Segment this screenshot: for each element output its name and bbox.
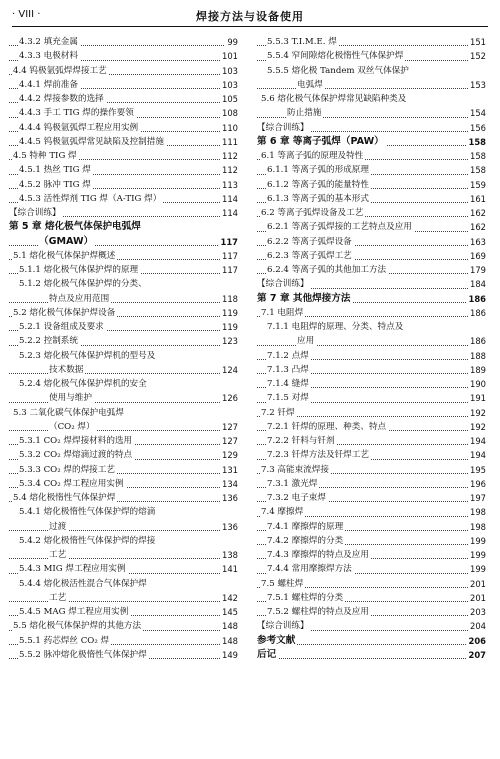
toc-entry-title: 6.2.1 等离子弧焊接的工艺特点及应用 <box>267 220 414 234</box>
toc-entry-page: 112 <box>220 163 238 177</box>
toc-entry-page: 158 <box>467 135 486 149</box>
toc-entry-title: 5.4 熔化极惰性气体保护焊 <box>13 491 117 505</box>
toc-entry-title: 6.2.2 等离子弧焊设备 <box>267 235 354 249</box>
toc-entry-title: 6.1.3 等离子弧的基本形式 <box>267 192 371 206</box>
toc-entry-page: 101 <box>220 49 238 63</box>
toc-entry-page: 190 <box>468 377 486 391</box>
toc-entry-page: 162 <box>468 206 486 220</box>
toc-entry-page: 127 <box>220 420 238 434</box>
toc-entry <box>9 78 238 92</box>
toc-entry <box>257 577 486 591</box>
toc-entry-page: 154 <box>468 106 486 120</box>
toc-entry-page: 145 <box>220 605 238 619</box>
toc-entry-page: 204 <box>468 619 486 633</box>
toc-entry <box>9 634 238 648</box>
toc-entry <box>257 106 486 120</box>
toc-left-column <box>9 35 238 662</box>
toc-entry-page: 196 <box>468 477 486 491</box>
toc-entry <box>257 49 486 63</box>
toc-entry <box>257 605 486 619</box>
toc-entry-title: 7.1.3 凸焊 <box>267 363 311 377</box>
toc-entry <box>9 334 238 348</box>
toc-entry-title: 7.4.4 常用摩擦焊方法 <box>267 562 354 576</box>
dot-leader <box>9 558 238 559</box>
toc-entry-page: 192 <box>468 406 486 420</box>
toc-entry-page: 148 <box>220 634 238 648</box>
toc-entry-page: 199 <box>468 562 486 576</box>
toc-entry-title: 后记 <box>257 648 278 662</box>
toc-entry-page: 186 <box>467 292 486 306</box>
toc-entry-page: 129 <box>220 448 238 462</box>
toc-entry-page: 206 <box>467 634 486 648</box>
toc-entry <box>257 434 486 448</box>
toc-entry-page: 108 <box>220 106 238 120</box>
toc-entry-title: 5.5 熔化极气体保护焊的其他方法 <box>13 619 143 633</box>
toc-entry-page: 117 <box>220 249 238 263</box>
toc-entry-title: 5.5.5 熔化极 Tandem 双丝气体保护 <box>267 64 411 78</box>
toc-entry-page: 158 <box>468 163 486 177</box>
toc-entry <box>257 263 486 277</box>
toc-entry-page: 110 <box>220 121 238 135</box>
toc-entry-title: 7.5.1 螺柱焊的分类 <box>267 591 345 605</box>
dot-leader <box>9 373 238 374</box>
toc-entry <box>257 277 486 291</box>
dot-leader <box>9 601 238 602</box>
toc-entry-title: 5.3.3 CO₂ 焊的焊接工艺 <box>19 463 117 477</box>
dot-leader <box>9 430 238 431</box>
toc-entry <box>9 35 238 49</box>
toc-entry-page: 113 <box>220 178 238 192</box>
toc-entry <box>9 434 238 448</box>
toc-entry-title: 6.2.4 等离子弧的其他加工方法 <box>267 263 388 277</box>
toc-entry <box>257 249 486 263</box>
toc-entry-title: 5.3.1 CO₂ 焊焊接材料的选用 <box>19 434 134 448</box>
toc-entry-title: 7.3 高能束流焊接 <box>261 463 331 477</box>
toc-entry-title: 5.6 熔化极气体保护焊常见缺陷种类及 <box>261 92 408 106</box>
toc-entry <box>9 505 238 519</box>
toc-entry-page: 142 <box>220 591 238 605</box>
toc-entry-page: 194 <box>468 434 486 448</box>
toc-entry-title: 7.1 电阻焊 <box>261 306 305 320</box>
toc-entry-title: （GMAW） <box>39 235 95 249</box>
toc-entry <box>257 463 486 477</box>
toc-entry-title: 4.4.4 钨极氩弧焊工程应用实例 <box>19 121 140 135</box>
toc-entry-page: 152 <box>468 49 486 63</box>
toc-entry-title: 7.2.2 钎料与钎剂 <box>267 434 337 448</box>
toc-entry <box>9 106 238 120</box>
toc-entry-title: 7.1.1 电阻焊的原理、分类、特点及 <box>267 320 405 334</box>
toc-entry <box>9 306 238 320</box>
toc-entry-title: 5.3.2 CO₂ 焊熔滴过渡的特点 <box>19 448 134 462</box>
toc-entry-title: 7.3.1 激光焊 <box>267 477 319 491</box>
toc-entry-title: 第 6 章 等离子弧焊（PAW） <box>257 135 386 149</box>
toc-entry-page: 207 <box>467 648 486 662</box>
dot-leader <box>9 402 238 403</box>
toc-entry-page: 201 <box>468 591 486 605</box>
running-title: 焊接方法与设备使用 <box>196 10 304 23</box>
toc-entry-title: （CO₂ 焊） <box>49 420 97 434</box>
toc-entry-title: 7.1.5 对焊 <box>267 391 311 405</box>
toc-entry-title: 7.5 螺柱焊 <box>261 577 305 591</box>
toc-entry-title: 4.4.5 钨极氩弧焊常见缺陷及控制措施 <box>19 135 166 149</box>
toc-entry-title: 5.5.4 窄间隙熔化极惰性气体保护焊 <box>267 49 405 63</box>
toc-entry <box>9 163 238 177</box>
toc-entry-title: 4.4.2 焊接参数的选择 <box>19 92 106 106</box>
toc-entry-title: 4.5.3 活性焊剂 TIG 焊（A-TIG 焊） <box>19 192 163 206</box>
toc-entry <box>9 320 238 334</box>
toc-entry <box>9 619 238 633</box>
toc-chapter-entry <box>257 292 486 306</box>
toc-entry <box>257 591 486 605</box>
toc-entry <box>257 619 486 633</box>
toc-entry-title: 7.2 钎焊 <box>261 406 297 420</box>
toc-entry <box>9 491 238 505</box>
toc-entry-title: 7.4.3 摩擦焊的特点及应用 <box>267 548 371 562</box>
toc-entry-title: 5.4.5 MAG 焊工程应用实例 <box>19 605 130 619</box>
toc-entry-title: 工艺 <box>49 591 68 605</box>
toc-entry-title: 参考文献 <box>257 634 297 648</box>
toc-entry-page: 103 <box>220 78 238 92</box>
toc-entry-page: 118 <box>220 292 238 306</box>
toc-entry-page: 179 <box>468 263 486 277</box>
toc-entry-title: 5.2.3 熔化极气体保护焊机的型号及 <box>19 349 157 363</box>
toc-entry-page: 191 <box>468 391 486 405</box>
toc-entry <box>257 206 486 220</box>
toc-entry-title: 【综合训练】 <box>9 206 63 220</box>
page-header <box>12 6 488 26</box>
toc-entry-page: 131 <box>220 463 238 477</box>
toc-entry <box>257 35 486 49</box>
toc-entry <box>257 477 486 491</box>
toc-entry-page: 112 <box>220 149 238 163</box>
toc-entry-title: 5.5.2 脉冲熔化极惰性气体保护焊 <box>19 648 149 662</box>
toc-entry <box>257 406 486 420</box>
toc-entry-page: 162 <box>468 220 486 234</box>
toc-entry-title: 6.1.1 等离子弧的形成原理 <box>267 163 371 177</box>
page-number-marker: · VIII · <box>12 9 41 20</box>
toc-chapter-entry <box>9 220 238 234</box>
toc-entry <box>9 135 238 149</box>
toc-entry-page: 124 <box>220 363 238 377</box>
toc-entry-title: 特点及应用范围 <box>49 292 111 306</box>
toc-entry <box>9 391 238 405</box>
toc-entry <box>257 562 486 576</box>
toc-entry <box>257 548 486 562</box>
toc-entry-title: 【综合训练】 <box>257 277 311 291</box>
toc-entry-page: 117 <box>220 263 238 277</box>
toc-entry-page: 136 <box>220 491 238 505</box>
toc-entry-title: 4.4 钨极氩弧焊焊接工艺 <box>13 64 109 78</box>
toc-entry <box>9 249 238 263</box>
toc-entry <box>257 306 486 320</box>
toc-entry-title: 第 7 章 其他焊接方法 <box>257 292 352 306</box>
toc-entry-page: 141 <box>220 562 238 576</box>
toc-entry <box>9 149 238 163</box>
toc-entry <box>9 406 238 420</box>
toc-entry <box>257 178 486 192</box>
toc-entry-page: 201 <box>468 577 486 591</box>
toc-entry <box>257 505 486 519</box>
toc-entry-page: 136 <box>220 520 238 534</box>
toc-entry <box>257 448 486 462</box>
toc-entry-title: 应用 <box>297 334 316 348</box>
toc-entry <box>257 334 486 348</box>
toc-entry-title: 5.5.3 T.I.M.E. 焊 <box>267 35 339 49</box>
toc-entry <box>257 520 486 534</box>
toc-entry-title: 7.4.2 摩擦焊的分类 <box>267 534 345 548</box>
toc-right-column <box>257 35 486 662</box>
toc-entry-page: 138 <box>220 548 238 562</box>
toc-entry <box>257 163 486 177</box>
toc-entry-title: 7.3.2 电子束焊 <box>267 491 328 505</box>
toc-entry-title: 【综合训练】 <box>257 121 311 135</box>
toc-entry <box>9 577 238 591</box>
toc-entry <box>9 206 238 220</box>
toc-entry <box>257 420 486 434</box>
toc-entry-page: 186 <box>468 334 486 348</box>
toc-entry-title: 4.4.1 焊前准备 <box>19 78 80 92</box>
toc-entry-page: 197 <box>468 491 486 505</box>
toc-entry <box>257 78 486 92</box>
toc-entry-title: 4.5 特种 TIG 焊 <box>13 149 79 163</box>
toc-entry <box>257 235 486 249</box>
toc-entry-page: 184 <box>468 277 486 291</box>
toc-entry-page: 153 <box>468 78 486 92</box>
toc-entry-title: 7.4.1 摩擦焊的原理 <box>267 520 345 534</box>
toc-entry-page: 203 <box>468 605 486 619</box>
toc-entry <box>9 648 238 662</box>
toc-entry-title: 6.1.2 等离子弧的能量特性 <box>267 178 371 192</box>
toc-entry <box>257 391 486 405</box>
toc-entry-page: 199 <box>468 534 486 548</box>
toc-entry-title: 5.2.1 设备组成及要求 <box>19 320 106 334</box>
toc-entry-page: 194 <box>468 448 486 462</box>
toc-entry-title: 4.5.1 热丝 TIG 焊 <box>19 163 93 177</box>
toc-entry-title: 4.5.2 脉冲 TIG 焊 <box>19 178 93 192</box>
toc-entry-title: 4.4.3 手工 TIG 焊的操作要领 <box>19 106 136 120</box>
toc-entry <box>9 477 238 491</box>
toc-entry-title: 7.2.3 钎焊方法及钎焊工艺 <box>267 448 371 462</box>
toc-entry-page: 186 <box>468 306 486 320</box>
toc-entry-title: 5.4.1 熔化极惰性气体保护焊的熔滴 <box>19 505 157 519</box>
toc-entry-page: 198 <box>468 505 486 519</box>
toc-chapter-entry <box>257 648 486 662</box>
toc-entry-title: 7.1.4 缝焊 <box>267 377 311 391</box>
toc-entry <box>9 420 238 434</box>
toc-entry <box>9 277 238 291</box>
toc-entry <box>9 448 238 462</box>
toc-entry-title: 5.4.3 MIG 焊工程应用实例 <box>19 562 128 576</box>
toc-entry-title: 5.4.4 熔化极活性混合气体保护焊 <box>19 577 149 591</box>
toc-entry-page: 163 <box>468 235 486 249</box>
toc-entry-page: 119 <box>220 306 238 320</box>
toc-entry <box>257 192 486 206</box>
toc-entry-title: 使用与维护 <box>49 391 94 405</box>
toc-entry <box>257 92 486 106</box>
toc-entry-page: 117 <box>219 235 238 249</box>
toc-chapter-entry <box>257 135 486 149</box>
toc-entry <box>257 121 486 135</box>
toc-entry-title: 6.2.3 等离子弧焊工艺 <box>267 249 354 263</box>
toc-entry-page: 195 <box>468 463 486 477</box>
toc-entry <box>9 562 238 576</box>
toc-entry-page: 198 <box>468 520 486 534</box>
toc-entry-title: 7.1.2 点焊 <box>267 349 311 363</box>
toc-entry <box>257 349 486 363</box>
toc-entry <box>9 64 238 78</box>
toc-entry-title: 5.1 熔化极气体保护焊概述 <box>13 249 117 263</box>
toc-entry-title: 5.2.2 控制系统 <box>19 334 80 348</box>
toc-entry-title: 6.1 等离子弧的原理及特性 <box>261 149 365 163</box>
toc-entry <box>9 591 238 605</box>
dot-leader <box>9 302 238 303</box>
toc-entry <box>9 192 238 206</box>
toc-entry <box>9 534 238 548</box>
toc-entry-title: 5.3 二氧化碳气体保护电弧焊 <box>13 406 126 420</box>
toc-entry-title: 工艺 <box>49 548 68 562</box>
toc-entry-title: 5.1.1 熔化极气体保护焊的原理 <box>19 263 140 277</box>
toc-entry-page: 189 <box>468 363 486 377</box>
toc-entry-page: 99 <box>225 35 238 49</box>
toc-entry-page: 114 <box>220 206 238 220</box>
toc-entry-title: 7.2.1 钎焊的原理、种类、特点 <box>267 420 388 434</box>
toc-entry-title: 第 5 章 熔化极气体保护电弧焊 <box>9 220 143 234</box>
toc-entry-page: 159 <box>468 178 486 192</box>
toc-entry-page: 148 <box>220 619 238 633</box>
toc-entry-title: 4.3.2 填充金属 <box>19 35 80 49</box>
toc-entry-page: 161 <box>468 192 486 206</box>
toc-entry-title: 技术数据 <box>49 363 85 377</box>
toc-entry-page: 158 <box>468 149 486 163</box>
toc-entry-page: 188 <box>468 349 486 363</box>
toc-entry-page: 199 <box>468 548 486 562</box>
toc-entry <box>9 178 238 192</box>
toc-entry-page: 169 <box>468 249 486 263</box>
toc-entry-page: 151 <box>468 35 486 49</box>
toc-entry <box>9 520 238 534</box>
toc-entry-title: 7.5.2 螺柱焊的特点及应用 <box>267 605 371 619</box>
toc-entry-page: 114 <box>220 192 238 206</box>
toc-chapter-entry <box>9 235 238 249</box>
dot-leader <box>257 345 486 346</box>
toc-entry-title: 5.1.2 熔化极气体保护焊的分类、 <box>19 277 149 291</box>
toc-entry-page: 192 <box>468 420 486 434</box>
toc-entry <box>257 377 486 391</box>
toc-entry-title: 【综合训练】 <box>257 619 311 633</box>
dot-leader <box>257 658 486 659</box>
dot-leader <box>257 88 486 89</box>
toc-entry <box>9 92 238 106</box>
toc-chapter-entry <box>257 634 486 648</box>
toc-entry <box>9 121 238 135</box>
toc-entry-title: 5.2.4 熔化极气体保护焊机的安全 <box>19 377 149 391</box>
toc-entry-title: 4.3.3 电极材料 <box>19 49 80 63</box>
toc-entry-title: 5.3.4 CO₂ 焊工程应用实例 <box>19 477 126 491</box>
toc-entry <box>257 491 486 505</box>
toc-entry <box>9 548 238 562</box>
header-rule <box>12 26 488 27</box>
toc-entry-page: 123 <box>220 334 238 348</box>
toc-entry-page: 126 <box>220 391 238 405</box>
toc-entry-page: 105 <box>220 92 238 106</box>
toc-entry <box>257 64 486 78</box>
toc-entry <box>257 363 486 377</box>
toc-entry-page: 103 <box>220 64 238 78</box>
toc-entry-page: 127 <box>220 434 238 448</box>
toc-entry <box>9 292 238 306</box>
toc-entry-page: 119 <box>220 320 238 334</box>
toc-entry <box>257 220 486 234</box>
toc-entry-title: 电弧焊 <box>297 78 325 92</box>
toc-entry-page: 149 <box>220 648 238 662</box>
toc-entry-page: 156 <box>468 121 486 135</box>
toc-entry <box>9 463 238 477</box>
toc-entry <box>257 320 486 334</box>
toc-entry-title: 7.4 摩擦焊 <box>261 505 305 519</box>
toc-entry <box>257 149 486 163</box>
toc-entry-title: 5.2 熔化极气体保护焊设备 <box>13 306 117 320</box>
toc-entry <box>9 377 238 391</box>
toc-entry <box>9 263 238 277</box>
toc-entry-title: 过渡 <box>49 520 68 534</box>
toc-entry <box>9 605 238 619</box>
toc-entry-title: 6.2 等离子弧焊设备及工艺 <box>261 206 365 220</box>
toc-entry <box>9 49 238 63</box>
toc-entry-title: 5.5.1 药芯焊丝 CO₂ 焊 <box>19 634 111 648</box>
toc-entry <box>9 363 238 377</box>
toc-entry-title: 防止措施 <box>287 106 323 120</box>
toc-entry <box>9 349 238 363</box>
toc-entry-page: 134 <box>220 477 238 491</box>
toc-entry-page: 111 <box>220 135 238 149</box>
dot-leader <box>9 530 238 531</box>
toc-entry-title: 5.4.2 熔化极惰性气体保护焊的焊接 <box>19 534 157 548</box>
toc-entry <box>257 534 486 548</box>
